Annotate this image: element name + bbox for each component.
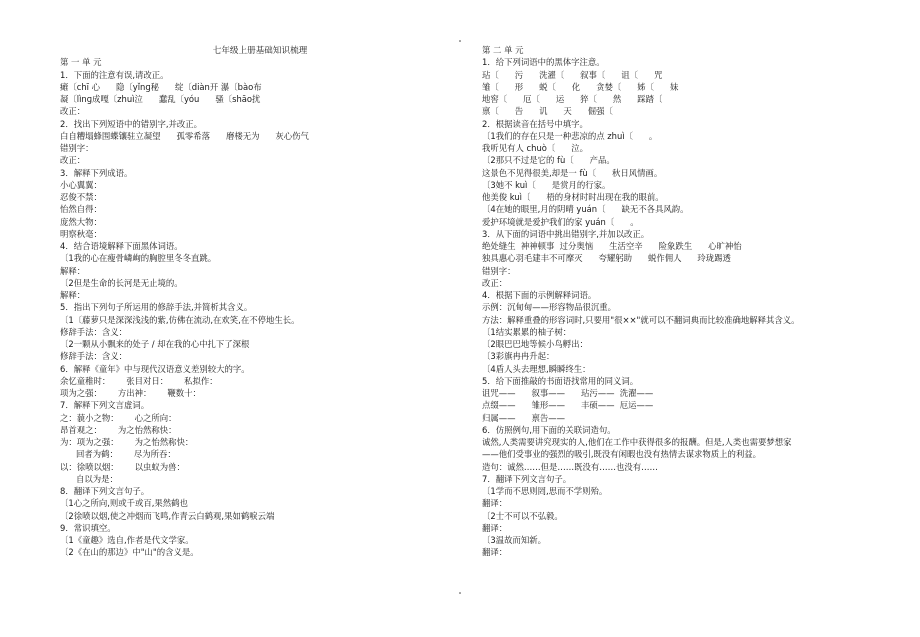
text-line: 7．解释下列文言虚词。 xyxy=(60,400,150,411)
text-line: 余忆童稚时： 张目对日： 私拟作： xyxy=(60,375,218,386)
text-line: 〔1我的心在瘦骨嶙峋的胸腔里冬冬直跳。 xyxy=(60,253,217,264)
text-line: 地窖〔 厄〔 运 猝〔 然 踩踏〔 xyxy=(482,94,663,104)
text-line: 这景色不见得很美,却是一 fù〔 秋日风情画。 xyxy=(482,167,663,178)
text-line: 点缀—— 雏形—— 丰硕—— 厄运—— xyxy=(482,400,654,411)
text-line: 他美俊 kuì〔 梧的身材时时出现在我的眼前。 xyxy=(482,192,664,202)
text-line: 白自糟塌蜂围蝶镶驻立凝望 孤零希落 磨楼无为 灰心伤气 xyxy=(60,130,309,141)
text-line: 1．下面的注意有误,请改正。 xyxy=(60,69,169,80)
text-line: 方法：解释重叠的形容词时,只要用"很××"就可以不翻词典而比较准确地解释其含义。 xyxy=(482,314,800,325)
text-line: 〔2那只不过是它的 fù〔 产品。 xyxy=(482,155,615,166)
text-line: 归属—— 禀告—— xyxy=(482,412,565,423)
text-line: 6．仿照例句,用下面的关联词造句。 xyxy=(482,424,616,435)
text-line: 5．指出下列句子所运用的修辞手法,并简析其含义。 xyxy=(60,302,253,313)
text-line: 以：徐喷以烟： 以虫蚁为兽： xyxy=(60,461,185,472)
text-line: 翻译： xyxy=(482,547,508,558)
text-line: 回者为鹤： 尽为所吞： xyxy=(60,449,176,460)
text-line: 〔2士不可以不弘毅。 xyxy=(482,510,563,521)
text-line: 9．常识填空。 xyxy=(60,522,116,533)
text-line: 改正： xyxy=(60,106,86,117)
title-spacer xyxy=(60,44,460,56)
text-line: 〔3温故而知新。 xyxy=(482,535,546,545)
text-line: 自以为是： xyxy=(60,473,118,484)
text-line: 爱护环境就是爱护我们的家 yuán〔 。 xyxy=(482,216,639,227)
text-line: 修辞手法：含义： xyxy=(60,326,127,337)
text-line: 1．给下列词语中的黑体字注意。 xyxy=(482,57,605,68)
text-line: 昂首观之： 为之怡然称快： xyxy=(60,424,177,435)
text-line: 〔1结实累累的柚子树： xyxy=(482,326,572,337)
text-line: 〔2但是生命的长河是无止境的。 xyxy=(60,277,183,288)
text-line: 8．翻译下列文言句子。 xyxy=(60,486,150,496)
text-line: 解释： xyxy=(60,265,86,276)
text-line: 怡然自得： xyxy=(60,204,102,215)
text-line: 〔3彩旗冉冉升起： xyxy=(482,351,555,362)
text-line: ——他们受事业的强烈的吸引,既没有闲暇也没有热情去谋求物质上的利益。 xyxy=(482,449,762,460)
text-line: 禀〔 告 讥 天 倔强〔 xyxy=(482,106,613,117)
text-line: 之：藐小之物： 心之所向： xyxy=(60,412,177,423)
text-line: 诚然,人类需要讲究现实的人,他们在工作中获得很多的报酬。但是,人类也需要梦想家 xyxy=(482,437,792,447)
text-line: 我听见有人 chuò〔 泣。 xyxy=(482,143,588,153)
text-line: 6．解释《童年》中与现代汉语意义差别较大的字。 xyxy=(60,363,250,374)
text-line: 凝〔lìnɡ成嘎〔zhuì泣 蠢乱〔yóu 骚〔shāo扰 xyxy=(60,94,261,104)
text-line: 修辞手法：含义： xyxy=(60,351,127,362)
text-line: 〔2眼巴巴地等候小鸟孵出： xyxy=(482,339,588,349)
text-line: 〔2《在山的那边》中"山"的含义是。 xyxy=(60,547,199,558)
text-line: 3．解释下列成语。 xyxy=(60,167,133,178)
text-line: 〔1学而不思则罔,思而不学则殆。 xyxy=(482,486,608,496)
text-line: 独具惠心羽毛建丰不可摩灭 夸耀躬助 蜕作佣人 玲珑踢透 xyxy=(482,253,731,264)
text-line: 〔4在她的眼里,月的阴晴 yuán〔 缺无不各具风韵。 xyxy=(482,204,689,215)
text-line: 造句：诚然……但是……既没有……也没有…… xyxy=(482,461,658,472)
text-line: 示例：沉甸甸——形容物品很沉重。 xyxy=(482,302,616,313)
text-line: 第 二 单 元 xyxy=(482,45,524,55)
text-line: 5．给下面推敲的书面语找常用的同义词。 xyxy=(482,375,639,386)
left-column xyxy=(60,44,460,559)
text-line: 第 一 单 元 xyxy=(60,57,102,68)
text-line: 〔3她不 kuì〔 是赏月的行家。 xyxy=(482,179,611,190)
text-line: 〔1心之所向,则或千或百,果然鹤也 xyxy=(60,498,188,509)
text-line: 〔1《童趣》选自,作者是代文学家。 xyxy=(60,535,194,545)
text-line: 〔2徐喷以烟,使之冲烟而飞鸣,作青云白鹤观,果如鹤唳云端 xyxy=(60,510,275,521)
text-line: 瘫〔chī 心 隐〔yǐnɡ秘 绽〔diàn开 瀑〔bào布 xyxy=(60,81,262,92)
text-line: 为：项为之强： 为之怡然称快： xyxy=(60,437,194,447)
text-line: 〔1我们的存在只是一种悲凉的点 zhuì〔 。 xyxy=(482,130,658,141)
text-line: 4．根据下面的示例解释词语。 xyxy=(482,290,597,300)
text-line: 〔1〔藤萝只是深深浅浅的紫,仿佛在流动,在欢笑,在不停地生长。 xyxy=(60,314,300,325)
text-line: 4．结合语境解释下面黑体词语。 xyxy=(60,241,183,251)
document-title: 七年级上册基础知识梳理 xyxy=(212,46,308,56)
text-line: 3．从下面的词语中挑出错别字,并加以改正。 xyxy=(482,228,650,239)
text-line: 错别字： xyxy=(482,265,516,276)
text-line: 明察秋毫： xyxy=(60,228,102,239)
text-line: 改正： xyxy=(482,277,508,288)
text-line: 小心翼翼： xyxy=(60,179,102,190)
text-line: 2．找出下列短语中的错别字,并改正。 xyxy=(60,118,202,129)
text-line: 〔4盾人头去理想,瞬瞬终生： xyxy=(482,363,591,374)
scan-dot xyxy=(459,592,461,594)
text-line: 玷〔 污 洗濯〔 叙事〔 诅〔 咒 xyxy=(482,69,663,80)
text-line: 诅咒—— 叙事—— 玷污—— 洗濯—— xyxy=(482,388,654,398)
text-line: 庞然大物： xyxy=(60,216,102,227)
text-line: 错别字： xyxy=(60,143,94,153)
text-line: 翻译： xyxy=(482,522,508,533)
text-line: 2．根据读音在括号中填字。 xyxy=(482,118,588,129)
right-column xyxy=(482,44,882,559)
text-line: 翻译： xyxy=(482,498,508,509)
text-line: 解释： xyxy=(60,290,86,300)
scan-dot xyxy=(459,40,461,42)
text-line: 项为之强： 方出神： 鞭数十： xyxy=(60,388,201,398)
text-line: 忍俊不禁： xyxy=(60,192,102,202)
text-line: 雏〔 形 蜕〔 化 贪婪〔 姊〔 妹 xyxy=(482,81,679,92)
text-line: 〔2一颗从小飘来的处子 / 却在我的心中扎下了深根 xyxy=(60,339,250,349)
text-line: 绝处缝生 神神顿事 过分奥恼 生活空辛 险象跌生 心旷神怡 xyxy=(482,241,742,251)
text-line: 改正： xyxy=(60,155,86,166)
text-line: 7．翻译下列文言句子。 xyxy=(482,473,572,484)
